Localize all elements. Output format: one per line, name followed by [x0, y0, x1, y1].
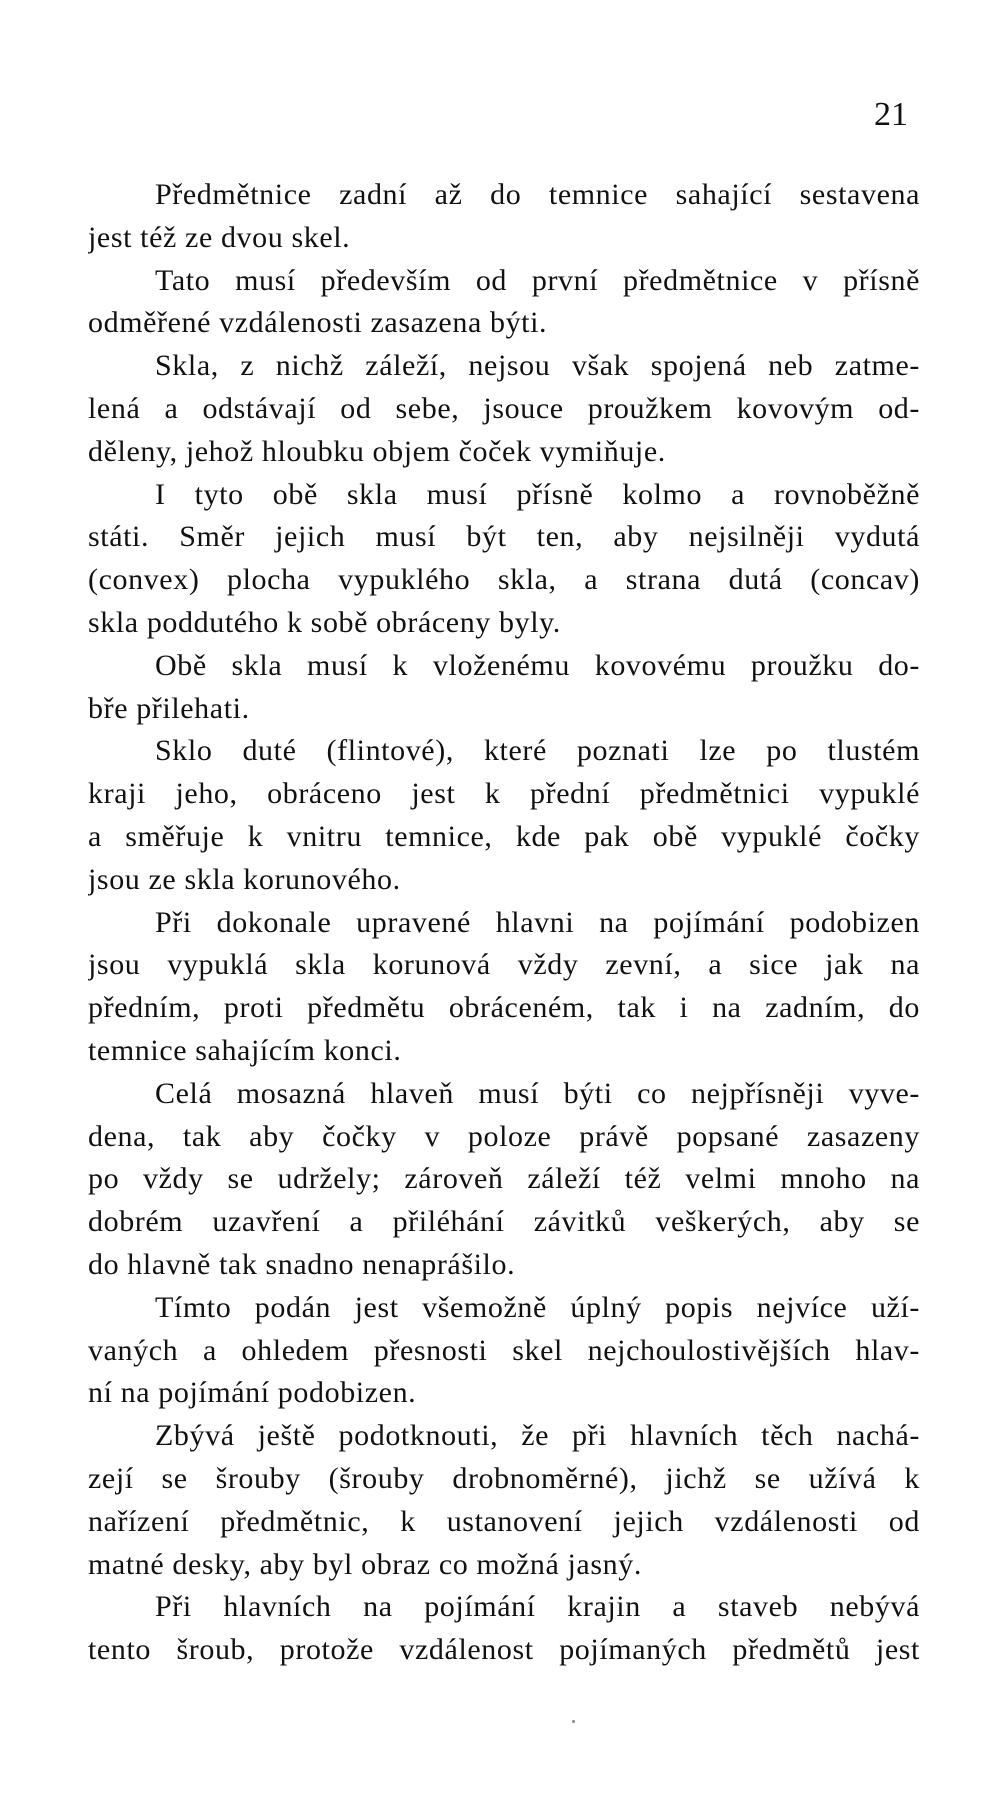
- text-line: jest též ze dvou skel.: [88, 220, 351, 254]
- text-line: Při hlavních na pojímání krajin a staveb nebývá: [155, 1590, 920, 1624]
- text-line: Tímto podán jest všemožně úplný popis nejvíce uží-: [155, 1290, 920, 1324]
- text-line: Zbývá ještě podotknouti, že při hlavních těch nachá-: [155, 1419, 920, 1453]
- text-line: bře přilehati.: [88, 691, 250, 725]
- text-line: Při dokonale upravené hlavni na pojímání podobizen: [155, 905, 920, 939]
- text-line: odměřené vzdálenosti zasazena býti.: [88, 306, 548, 340]
- text-line: Předmětnice zadní až do temnice sahající sestavena: [155, 178, 920, 211]
- body-text: [88, 174, 920, 1672]
- text-line: Tato musí především od první předmětnice v přísně: [155, 263, 920, 297]
- text-line: předním, proti předmětu obráceném, tak i na zadním, do: [88, 991, 920, 1025]
- text-line: temnice sahajícím konci.: [88, 1033, 402, 1067]
- text-line: jsou vypuklá skla korunová vždy zevní, a sice jak na: [88, 948, 920, 982]
- text-line: po vždy se udržely; zároveň záleží též velmi mnoho na: [88, 1162, 920, 1196]
- text-line: zejí se šrouby (šrouby drobnoměrné), jichž se užívá k: [88, 1461, 920, 1495]
- text-line: státi. Směr jejich musí být ten, aby nejsilněji vydutá: [88, 520, 920, 554]
- text-line: Celá mosazná hlaveň musí býti co nejpřísněji vyve-: [155, 1076, 920, 1110]
- text-line: dena, tak aby čočky v poloze právě popsané zasazeny: [88, 1119, 920, 1153]
- text-line: I tyto obě skla musí přísně kolmo a rovnoběžně: [155, 477, 920, 511]
- text-line: nařízení předmětnic, k ustanovení jejich vzdálenosti od: [88, 1504, 920, 1538]
- text-line: děleny, jehož hloubku objem čoček vymiňuje.: [88, 434, 666, 468]
- text-line: lená a odstávají od sebe, jsouce proužkem kovovým od-: [88, 391, 920, 425]
- text-line: tento šroub, protože vzdálenost pojímaných předmětů jest: [88, 1633, 920, 1667]
- text-line: jsou ze skla korunového.: [88, 862, 401, 896]
- text-line: kraji jeho, obráceno jest k přední předmětnici vypuklé: [88, 777, 920, 811]
- page-number: 21: [874, 96, 908, 133]
- text-line: ní na pojímání podobizen.: [88, 1376, 417, 1410]
- text-line: Sklo duté (flintové), které poznati lze po tlustém: [155, 734, 920, 768]
- text-line: do hlavně tak snadno nenaprášilo.: [88, 1247, 516, 1281]
- text-line: (convex) plocha vypuklého skla, a strana dutá (concav): [88, 563, 920, 597]
- text-line: a směřuje k vnitru temnice, kde pak obě vypuklé čočky: [88, 819, 920, 853]
- text-line: dobrém uzavření a přiléhání závitků veškerých, aby se: [88, 1205, 920, 1239]
- text-line: matné desky, aby byl obraz co možná jasný.: [88, 1547, 642, 1581]
- text-line: Skla, z nichž záleží, nejsou však spojená neb zatme-: [155, 349, 920, 383]
- text-line: skla poddutého k sobě obráceny byly.: [88, 605, 561, 639]
- text-line: Obě skla musí k vloženému kovovému proužku do-: [155, 648, 920, 682]
- print-speck: [572, 1720, 575, 1723]
- text-line: vaných a ohledem přesnosti skel nejchoulostivějších hlav-: [88, 1333, 920, 1367]
